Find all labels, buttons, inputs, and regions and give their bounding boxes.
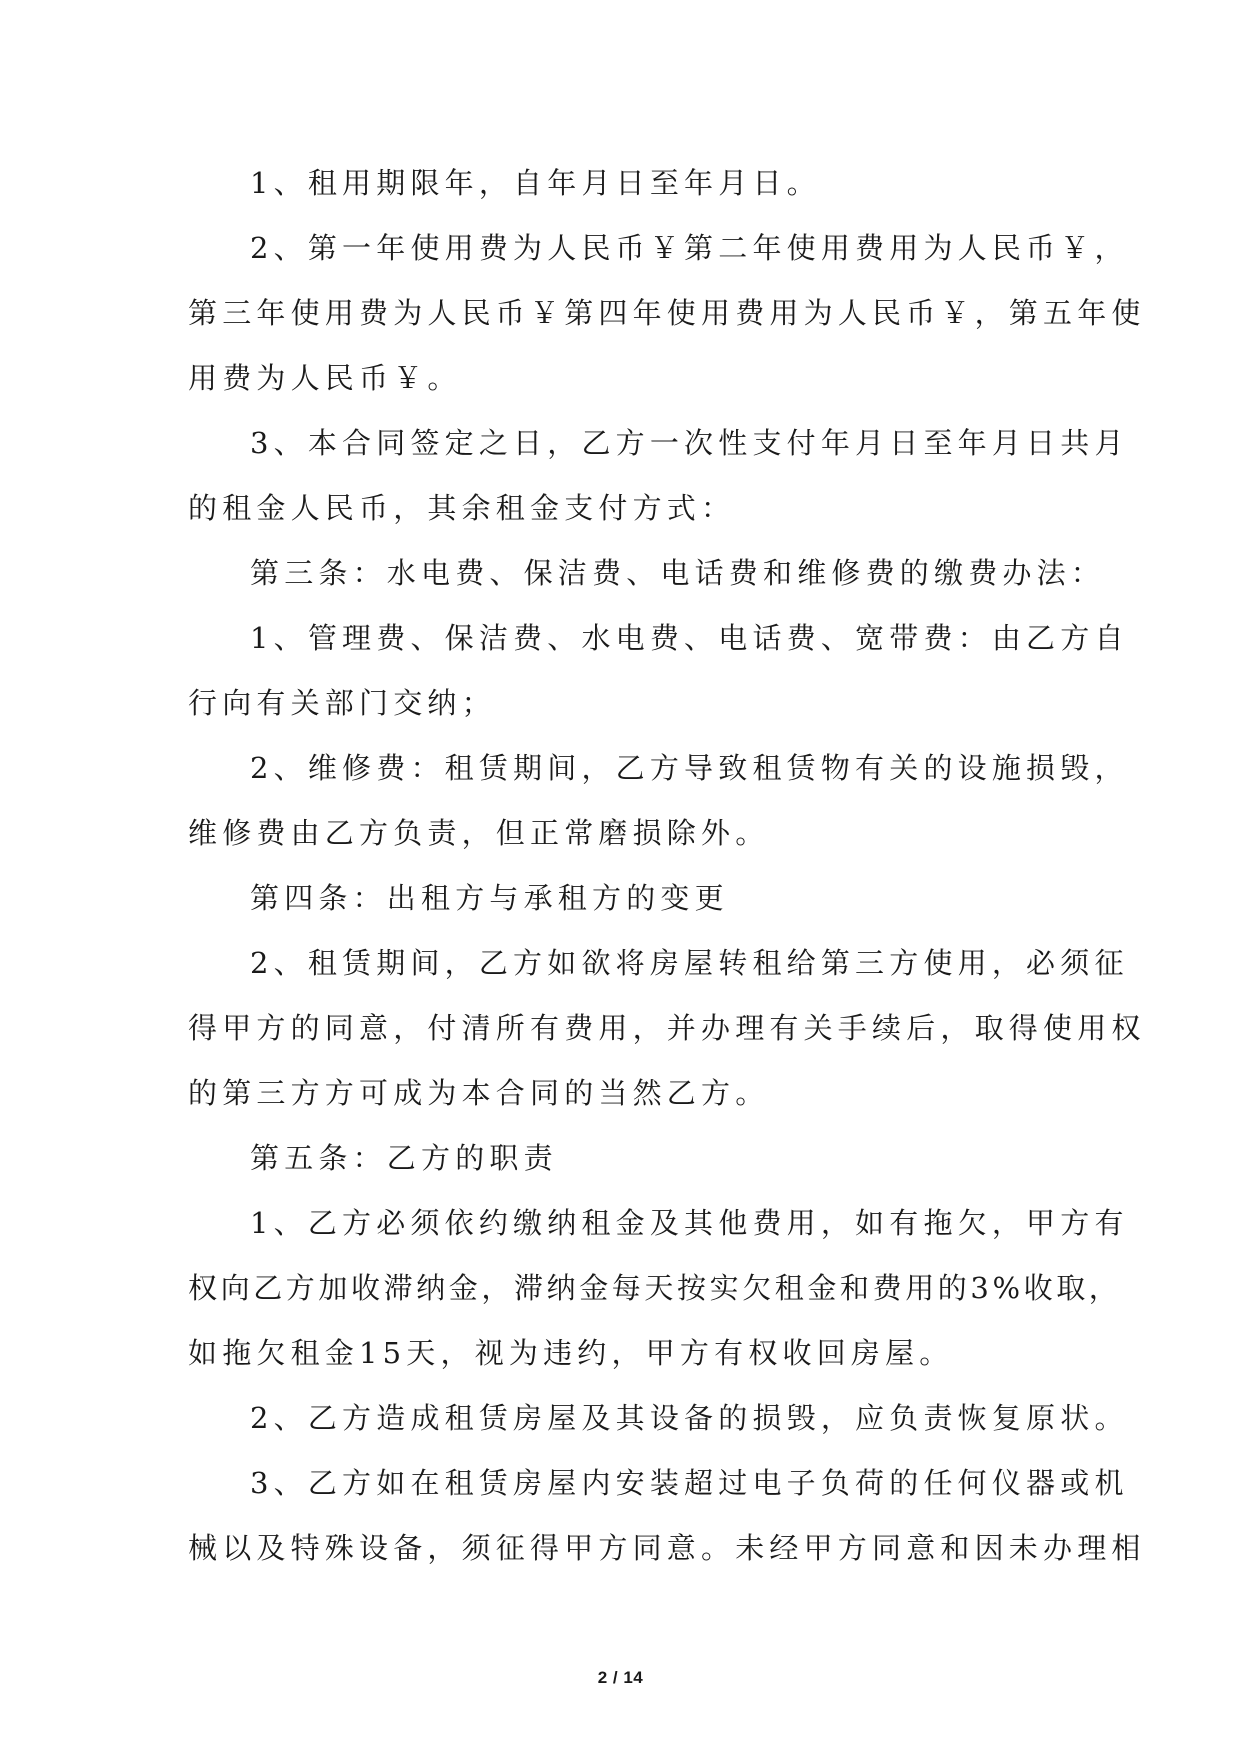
text-line: 的租金人民币，其余租金支付方式： [188,491,736,525]
section-heading: 第三条：水电费、保洁费、电话费和维修费的缴费办法： [250,556,1106,590]
text-line: 2、维修费：租赁期间，乙方导致租赁物有关的设施损毁， [250,751,1129,785]
text-line: 行向有关部门交纳； [188,686,496,720]
text-line: 2、租赁期间，乙方如欲将房屋转租给第三方使用，必须征 [250,946,1129,980]
text-line: 第三年使用费为人民币￥第四年使用费用为人民币￥，第五年使 [188,296,1146,330]
text-line: 3、本合同签定之日，乙方一次性支付年月日至年月日共月 [250,426,1129,460]
text-line: 得甲方的同意，付清所有费用，并办理有关手续后，取得使用权 [188,1011,1146,1045]
text-line: 如拖欠租金15天，视为违约，甲方有权收回房屋。 [188,1336,954,1370]
text-line: 1、管理费、保洁费、水电费、电话费、宽带费：由乙方自 [250,621,1129,655]
section-heading: 第四条：出租方与承租方的变更 [250,881,729,915]
text-line: 权向乙方加收滞纳金，滞纳金每天按实欠租金和费用的3%收取， [188,1271,1122,1305]
text-line: 2、乙方造成租赁房屋及其设备的损毁，应负责恢复原状。 [250,1401,1129,1435]
text-line: 3、乙方如在租赁房屋内安装超过电子负荷的任何仪器或机 [250,1466,1129,1500]
text-line: 2、第一年使用费为人民币￥第二年使用费用为人民币￥， [250,231,1129,265]
text-line: 1、租用期限年，自年月日至年月日。 [250,166,821,200]
text-line: 1、乙方必须依约缴纳租金及其他费用，如有拖欠，甲方有 [250,1206,1129,1240]
text-line: 用费为人民币￥。 [188,361,462,395]
text-line: 械以及特殊设备，须征得甲方同意。未经甲方同意和因未办理相 [188,1531,1146,1565]
page-number: 2 / 14 [597,1668,644,1687]
text-line: 的第三方方可成为本合同的当然乙方。 [188,1076,770,1110]
text-line: 维修费由乙方负责，但正常磨损除外。 [188,816,770,850]
section-heading: 第五条：乙方的职责 [250,1141,558,1175]
